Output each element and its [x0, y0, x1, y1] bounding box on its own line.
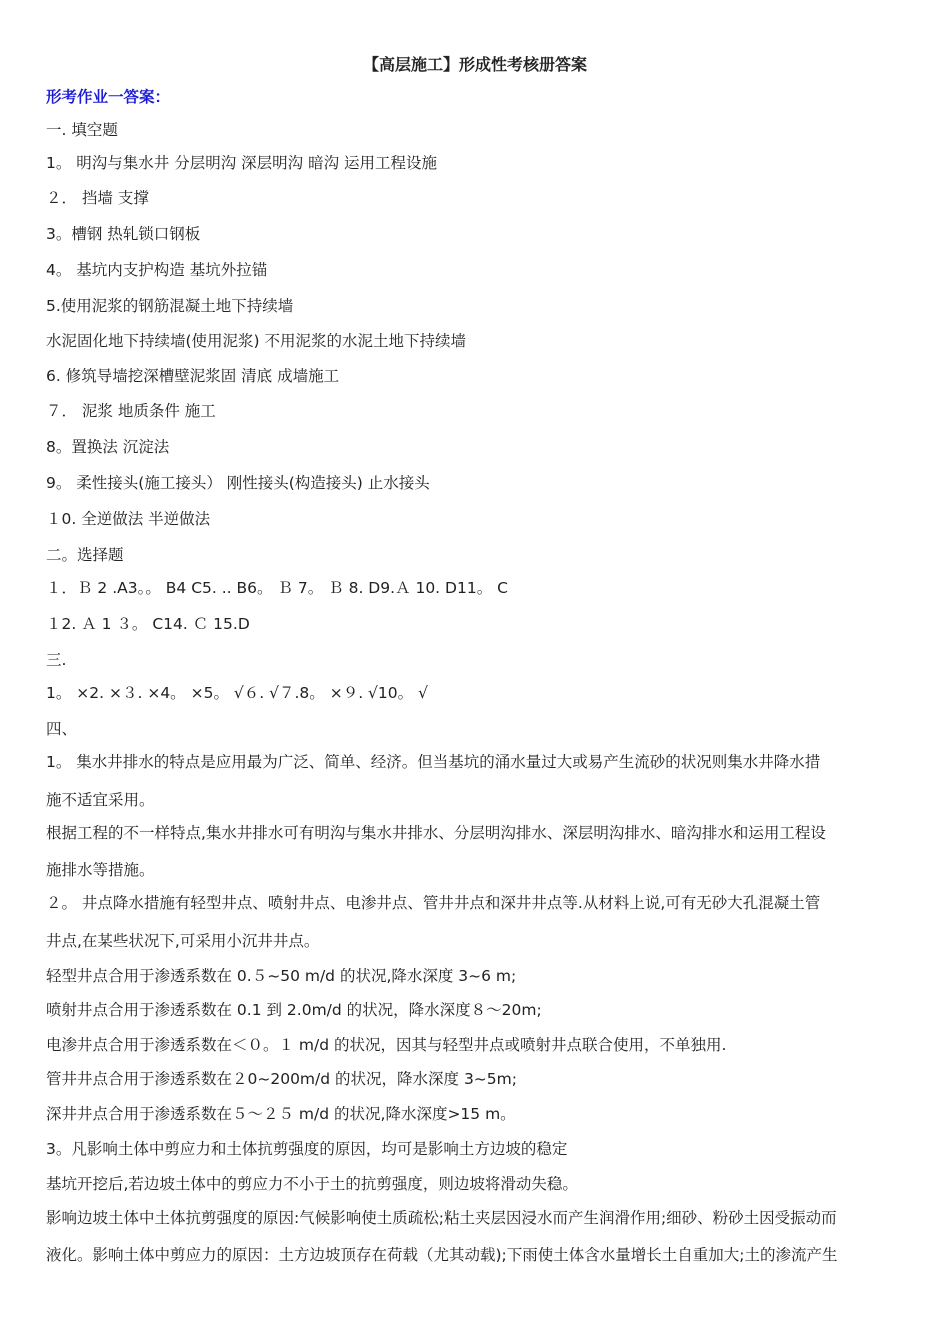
text-line: 电渗井点合用于渗透系数在＜０。１ m/d 的状况，因其与轻型井点或喷射井点联合使用，不单独用. [46, 1036, 727, 1054]
text-line: 1。 集水井排水的特点是应用最为广泛、简单、经济。但当基坑的涌水量过大或易产生流砂的状况则集水井降水措 [46, 753, 821, 771]
text-line: 根据工程的不一样特点,集水井排水可有明沟与集水井排水、分层明沟排水、深层明沟排水、暗沟排水和运用工程设 [46, 824, 826, 842]
text-line: 深井井点合用于渗透系数在５～２５ m/d 的状况,降水深度>15 m。 [46, 1105, 516, 1123]
text-line: 水泥固化地下持续墙(使用泥浆) 不用泥浆的水泥土地下持续墙 [46, 332, 467, 350]
text-line: 影响边坡土体中土体抗剪强度的原因:气候影响使土质疏松;粘土夹层因浸水而产生润滑作用;细砂、粉砂土因受振动而 [46, 1209, 837, 1227]
text-line: 1。 ×2. ×３. ×4。 ×5。 √６. √７.8。 ×９. √10。 √ [46, 684, 428, 702]
text-line: １0. 全逆做法 半逆做法 [46, 510, 211, 528]
text-line: 一. 填空题 [46, 121, 118, 139]
text-line: 6. 修筑导墙挖深槽壁泥浆固 清底 成墙施工 [46, 367, 340, 385]
text-line: 轻型井点合用于渗透系数在 0.５~50 m/d 的状况,降水深度 3~6 m; [46, 967, 517, 985]
text-line: 3。槽钢 热轧锁口钢板 [46, 225, 201, 243]
text-line: １．Ｂ 2 .A3。。 B4 C5. .. B6。 Ｂ 7。 Ｂ 8. D9.Ａ 10. D11。 C [46, 579, 508, 597]
text-line: 施排水等措施。 [46, 861, 155, 879]
text-line: 3。凡影响土体中剪应力和土体抗剪强度的原因，均可是影响土方边坡的稳定 [46, 1140, 568, 1158]
text-line: 5.使用泥浆的钢筋混凝土地下持续墙 [46, 297, 294, 315]
text-line: 井点,在某些状况下,可采用小沉井井点。 [46, 932, 320, 950]
text-line: 三. [46, 651, 67, 669]
text-line: 形考作业一答案： [46, 88, 171, 106]
text-line: １2. Ａ 1 ３。 C14. Ｃ 15.D [46, 615, 250, 633]
document-title: 【高层施工】形成性考核册答案 [362, 55, 587, 74]
text-line: ２。 井点降水措施有轻型井点、喷射井点、电渗井点、管井井点和深井井点等.从材料上说,可有无砂大孔混凝土管 [46, 894, 821, 912]
text-line: 四、 [46, 720, 78, 738]
text-line: 4。 基坑内支护构造 基坑外拉锚 [46, 261, 268, 279]
text-line: ７． 泥浆 地质条件 施工 [46, 402, 216, 420]
text-line: 9。 柔性接头(施工接头） 刚性接头(构造接头) 止水接头 [46, 474, 430, 492]
text-line: 管井井点合用于渗透系数在２0~200m/d 的状况，降水深度 3~5m; [46, 1070, 517, 1088]
text-line: 基坑开挖后,若边坡土体中的剪应力不小于土的抗剪强度，则边坡将滑动失稳。 [46, 1175, 578, 1193]
text-line: 二。选择题 [46, 546, 124, 564]
text-line: 喷射井点合用于渗透系数在 0.1 到 2.0m/d 的状况，降水深度８～20m; [46, 1001, 542, 1019]
text-line: 8。置换法 沉淀法 [46, 438, 170, 456]
text-line: 液化。影响土体中剪应力的原因：土方边坡顶存在荷载（尤其动载);下雨使土体含水量增长土自重加大;土的渗流产生 [46, 1246, 838, 1264]
text-line: 1。 明沟与集水井 分层明沟 深层明沟 暗沟 运用工程设施 [46, 154, 437, 172]
text-line: ２． 挡墙 支撑 [46, 189, 149, 207]
text-line: 施不适宜采用。 [46, 791, 155, 809]
